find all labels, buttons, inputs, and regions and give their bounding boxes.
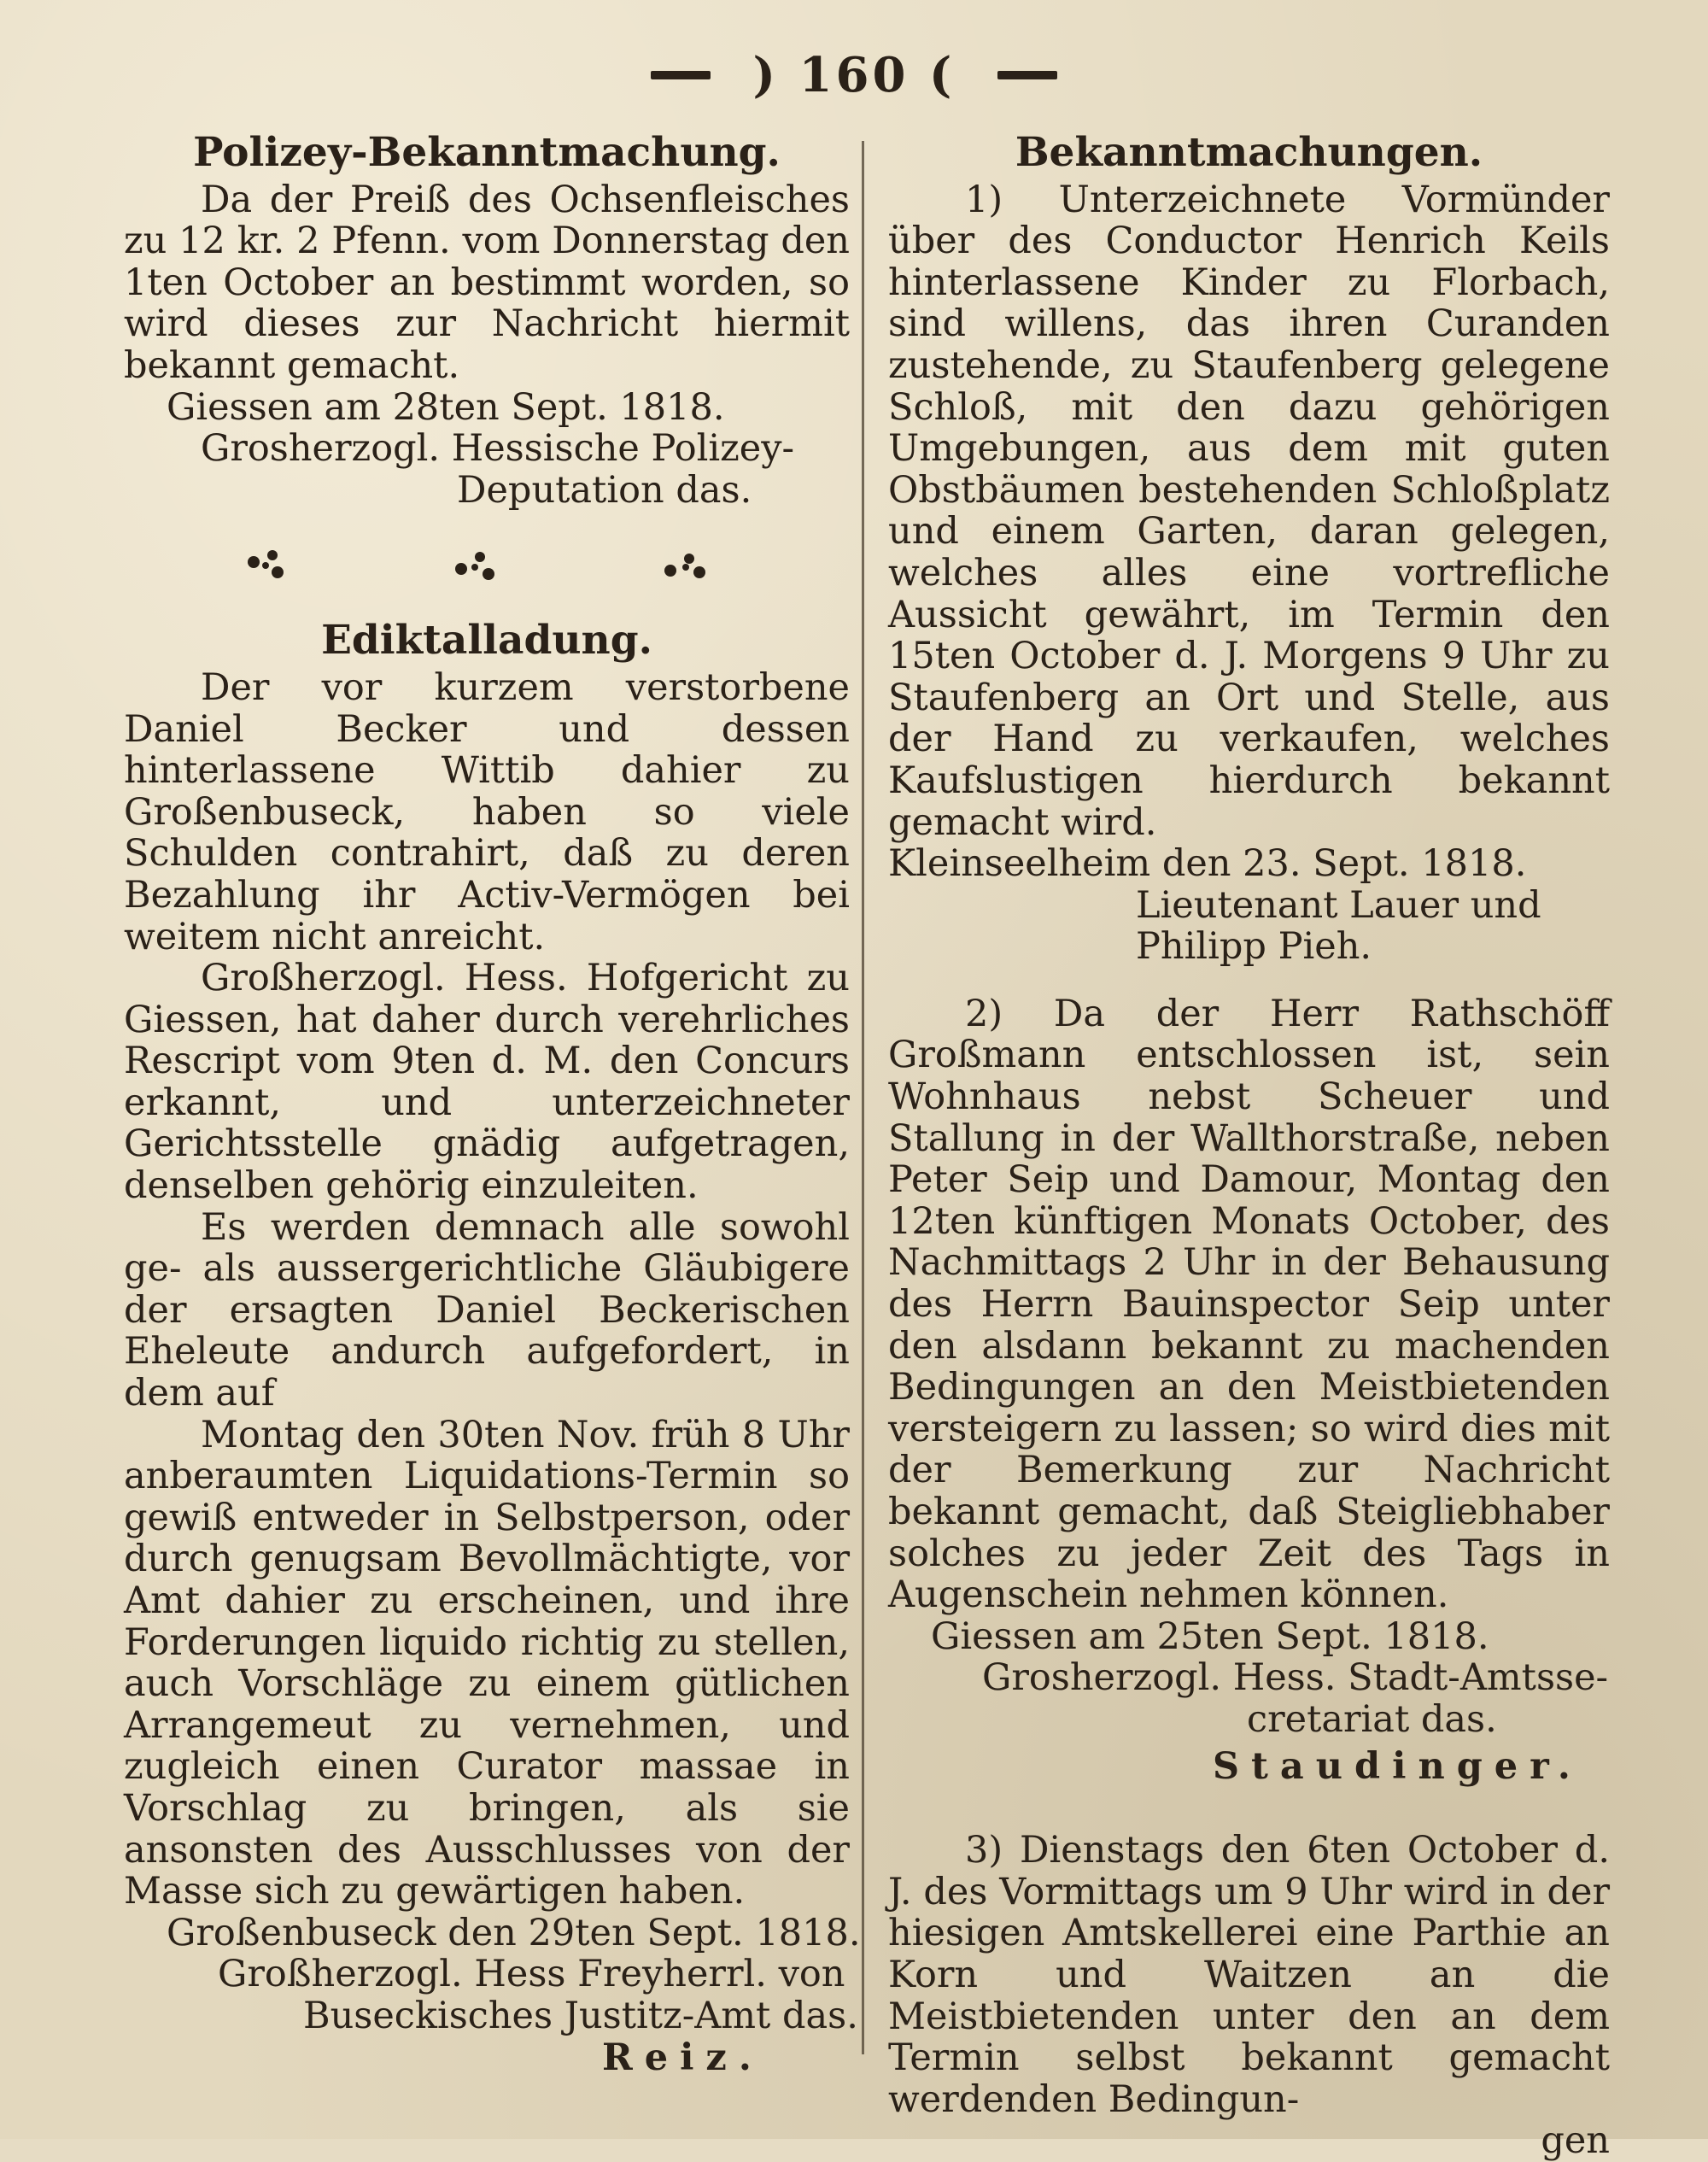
ornament-icon bbox=[636, 543, 739, 586]
polizey-signature-1: Grosherzogl. Hessische Polizey- bbox=[201, 427, 795, 471]
left-column bbox=[124, 129, 861, 2079]
notice-1-signature-2: Philipp Pieh. bbox=[1136, 925, 1372, 969]
ediktal-signature-1: Großherzogl. Hess Freyherrl. von bbox=[218, 1953, 845, 1996]
right-column bbox=[888, 129, 1610, 2162]
header-dash-right bbox=[997, 71, 1057, 79]
ornament-icon bbox=[235, 543, 337, 586]
ediktal-paragraph-2: Großherzogl. Hess. Hofgericht zu Giessen, hat daher durch verehrliches Rescript vom 9ten d. M. den Concurs erkannt, und unterzeichneter Gerichtsstelle gnädig aufgetragen, denselben gehörig einzuleiten. bbox=[124, 957, 850, 1208]
notice-2-signature-2: cretariat das. bbox=[1247, 1697, 1497, 1741]
ediktal-date: Großenbuseck den 29ten Sept. 1818. bbox=[167, 1911, 861, 1954]
ornament-icon bbox=[436, 543, 538, 586]
polizey-title: Polizey-Bekanntmachung. bbox=[193, 129, 781, 176]
notice-2-signature-3: Staudinger. bbox=[1213, 1744, 1582, 1788]
notice-2-signature-1: Grosherzogl. Hess. Stadt-Amtsse- bbox=[982, 1656, 1609, 1700]
ediktal-paragraph-4: Montag den 30ten Nov. früh 8 Uhr anberaumten Liquidations-Termin so gewiß entweder in Selbstperson, oder durch genugsam Bevollmächtigte, vor Amt dahier zu erscheinen, und ihre Forderungen liquido richtig zu stellen, auch Vorschläge zu einem gütlichen Arrangemeut zu vernehmen, und zugleich einen Curator massae in Vorschlag zu bringen, als sie ansonsten des Ausschlusses von der Masse sich zu gewärtigen haben. bbox=[124, 1413, 850, 1913]
catchword: gen bbox=[1541, 2119, 1610, 2162]
notice-3-body: 3) Dienstags den 6ten October d. J. des Vormittags um 9 Uhr wird in der hiesigen Amtskellerei eine Parthie an Korn und Waitzen an die Meistbietenden unter den an dem Termin selbst bekannt gemacht werdenden Bedingun- bbox=[888, 1829, 1610, 2121]
ornament-row bbox=[124, 543, 850, 586]
ediktal-signature-2: Buseckisches Justitz-Amt das. bbox=[303, 1994, 858, 2037]
notice-1-signature-1: Lieutenant Lauer und bbox=[1136, 883, 1541, 927]
polizey-signature-2: Deputation das. bbox=[457, 468, 752, 512]
notice-2-body: 2) Da der Herr Rathschöff Großmann entschlossen ist, sein Wohnhaus nebst Scheuer und Stallung in der Wallthorstraße, neben Peter Seip und Damour, Montag den 12ten künftigen Monats October, des Nachmittags 2 Uhr in der Behausung des Herrn Bauinspector Seip unter den alsdann bekannt zu machenden Bedingungen an den Meistbietenden versteigern zu lassen; so wird dies mit der Bemerkung zur Nachricht bekannt gemacht, daß Steigliebhaber solches zu jeder Zeit des Tags in Augenschein nehmen können. bbox=[888, 992, 1610, 1617]
polizey-body: Da der Preiß des Ochsenfleisches zu 12 kr. 2 Pfenn. vom Donnerstag den 1ten October an bestimmt worden, so wird dieses zur Nachricht hiermit bekannt gemacht. bbox=[124, 178, 850, 387]
ediktal-paragraph-3: Es werden demnach alle sowohl ge- als aussergerichtliche Gläubigere der ersagten Daniel Beckerischen Eheleute andurch aufgefordert, in dem auf bbox=[124, 1205, 850, 1415]
column-divider bbox=[862, 141, 864, 2054]
ediktal-signature-3: Reiz. bbox=[602, 2036, 763, 2079]
page-header bbox=[0, 41, 1708, 109]
notice-1-body: 1) Unterzeichnete Vormünder über des Conductor Henrich Keils hinterlassene Kinder zu Florbach, sind willens, das ihren Curanden zustehende, zu Staufenberg gelegene Schloß, mit den dazu gehörigen Umgebungen, aus dem mit guten Obstbäumen bestehenden Schloßplatz und einem Garten, daran gelegen, welches alles eine vortrefliche Aussicht gewährt, im Termin den 15ten October d. J. Morgens 9 Uhr zu Staufenberg an Ort und Stelle, aus der Hand zu verkaufen, welches Kaufslustigen hierdurch bekannt gemacht wird. bbox=[888, 178, 1610, 844]
header-dash-left bbox=[651, 71, 711, 79]
ediktal-paragraph-1: Der vor kurzem verstorbene Daniel Becker und dessen hinterlassene Wittib dahier zu Großenbuseck, haben so viele Schulden contrahirt, daß zu deren Bezahlung ihr Activ-Vermögen bei weitem nicht anreicht. bbox=[124, 665, 850, 958]
polizey-date: Giessen am 28ten Sept. 1818. bbox=[167, 385, 725, 429]
notice-2-date: Giessen am 25ten Sept. 1818. bbox=[931, 1614, 1489, 1658]
bekanntmachungen-title: Bekanntmachungen. bbox=[1015, 129, 1483, 176]
page-number: ) 160 ( bbox=[752, 47, 956, 103]
ediktal-title: Ediktalladung. bbox=[321, 617, 652, 665]
notice-1-date: Kleinseelheim den 23. Sept. 1818. bbox=[888, 842, 1527, 886]
